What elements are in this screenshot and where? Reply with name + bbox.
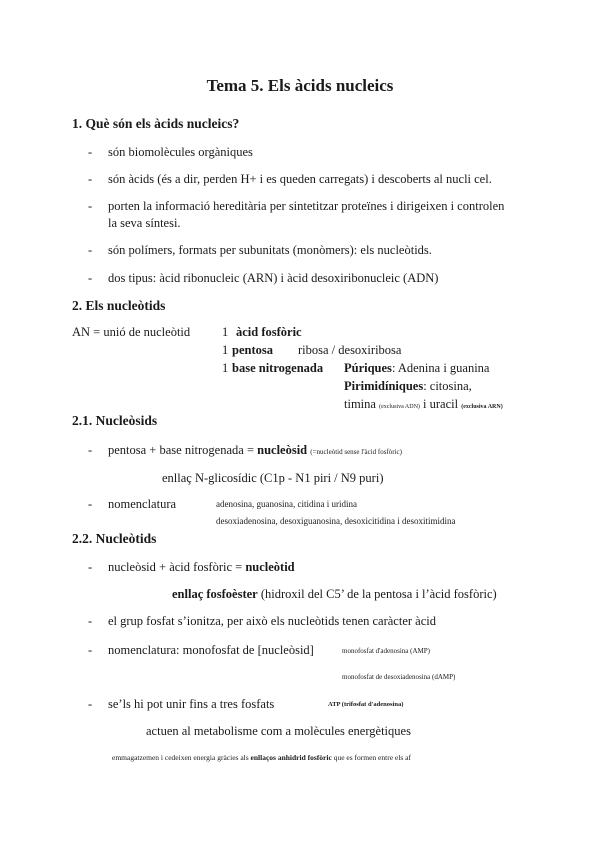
- s1-item-3-cont: la seva síntesi.: [108, 216, 181, 230]
- timina: timina: [344, 397, 376, 411]
- bullet-dash: -: [88, 271, 93, 285]
- nomenclatura-list-1: adenosina, guanosina, citidina i uridina: [216, 499, 357, 509]
- timina-note: (exclusiva ADN): [379, 404, 420, 410]
- tres-fosfats: se’ls hi pot unir fins a tres fosfats: [108, 697, 275, 711]
- section-2-heading: 2. Els nucleòtids: [72, 298, 166, 313]
- section-2-2-heading: 2.2. Nucleòtids: [72, 531, 157, 546]
- bullet-dash: -: [88, 243, 93, 257]
- nucleotid-def-a: nucleòsid + àcid fosfòric =: [108, 560, 246, 574]
- bullet-dash: -: [88, 697, 93, 711]
- base-nitrogenada: base nitrogenada: [232, 361, 324, 375]
- bullet-dash: -: [88, 643, 93, 657]
- nomenclatura-nucleotid: nomenclatura: monofosfat de [nucleòsid]: [108, 643, 314, 657]
- n-glicosidic-bond: enllaç N-glicosídic (C1p - N1 piri / N9 puri): [162, 471, 384, 485]
- bullet-dash: -: [88, 614, 93, 628]
- count-1: 1: [222, 325, 229, 339]
- nucleotid-term: nucleòtid: [245, 560, 295, 574]
- nucleosid-note: (=nucleòtid sense l'àcid fosfòric): [310, 448, 402, 456]
- atp: ATP (trifosfat d'adenosina): [328, 701, 404, 708]
- page-title: Tema 5. Els àcids nucleics: [206, 76, 394, 95]
- fosfat-ionitza: el grup fosfat s’ionitza, per això els nucleòtids tenen caràcter àcid: [108, 614, 436, 628]
- nomenclatura-label: nomenclatura: [108, 497, 177, 511]
- amp: monofosfat d'adenosina (AMP): [342, 647, 430, 655]
- bullet-dash: -: [88, 560, 93, 574]
- fosfoester-bond: [172, 587, 497, 602]
- enllacos-anhidrid: [112, 753, 411, 762]
- bullet-dash: -: [88, 199, 93, 213]
- s1-item-1: són biomolècules orgàniques: [108, 145, 253, 159]
- s1-item-4: són polímers, formats per subunitats (monòmers): els nucleòtids.: [108, 243, 432, 257]
- acid-fosforic: àcid fosfòric: [236, 325, 302, 339]
- pirimidiniques-text: : citosina,: [423, 379, 472, 393]
- puriques-label: Púriques: [344, 361, 392, 375]
- fosfoester-desc: (hidroxil del C5’ de la pentosa i l’àcid fosfòric): [257, 587, 497, 601]
- bullet-dash: -: [88, 145, 93, 159]
- section-1-heading: 1. Què són els àcids nucleics?: [72, 116, 240, 131]
- pirimidiniques-label: Pirimidíniques: [344, 379, 424, 393]
- timina-uracil-line: [344, 397, 503, 412]
- pentosa-desc: ribosa / desoxiribosa: [298, 343, 402, 357]
- pentosa: pentosa: [232, 343, 273, 357]
- metabolisme: actuen al metabolisme com a molècules energètiques: [146, 724, 411, 738]
- s1-item-3: porten la informació hereditària per sintetitzar proteïnes i dirigeixen i controlen: [108, 199, 505, 213]
- an-label: AN = unió de nucleòtid: [72, 325, 191, 339]
- s1-item-5: dos tipus: àcid ribonucleic (ARN) i àcid desoxiribonucleic (ADN): [108, 271, 439, 285]
- section-2-1-heading: 2.1. Nucleòsids: [72, 413, 158, 428]
- nucleosid-term: nucleòsid: [257, 443, 308, 457]
- uracil-note: (exclusiva ARN): [461, 404, 503, 410]
- damp: monofosfat de desoxiadenosina (dAMP): [342, 673, 456, 681]
- bullet-dash: -: [88, 443, 93, 457]
- s1-item-2: són àcids (és a dir, perden H+ i es queden carregats) i descoberts al nucli cel.: [108, 172, 492, 186]
- bullet-dash: -: [88, 172, 93, 186]
- anhidrid-c: que es formen entre els af: [331, 753, 411, 762]
- puriques-line: [344, 361, 489, 376]
- nucleosid-def: [108, 443, 402, 458]
- anhidrid-a: emmagatzemen i cedeixen energia gràcies als: [112, 753, 251, 762]
- nomenclatura-list-2: desoxiadenosina, desoxiguanosina, desoxicitidina i desoxitimidina: [216, 516, 456, 526]
- uracil: i uracil: [423, 397, 459, 411]
- pirimidiniques-line: [344, 379, 472, 394]
- nucleotid-def: [108, 560, 295, 575]
- puriques-text: : Adenina i guanina: [391, 361, 490, 375]
- fosfoester-term: enllaç fosfoèster: [172, 587, 258, 601]
- anhidrid-term: enllaços anhidrid fosfòric: [250, 753, 332, 762]
- count-3: 1: [222, 361, 229, 375]
- count-2: 1: [222, 343, 229, 357]
- nucleosid-def-a: pentosa + base nitrogenada =: [108, 443, 258, 457]
- bullet-dash: -: [88, 497, 93, 511]
